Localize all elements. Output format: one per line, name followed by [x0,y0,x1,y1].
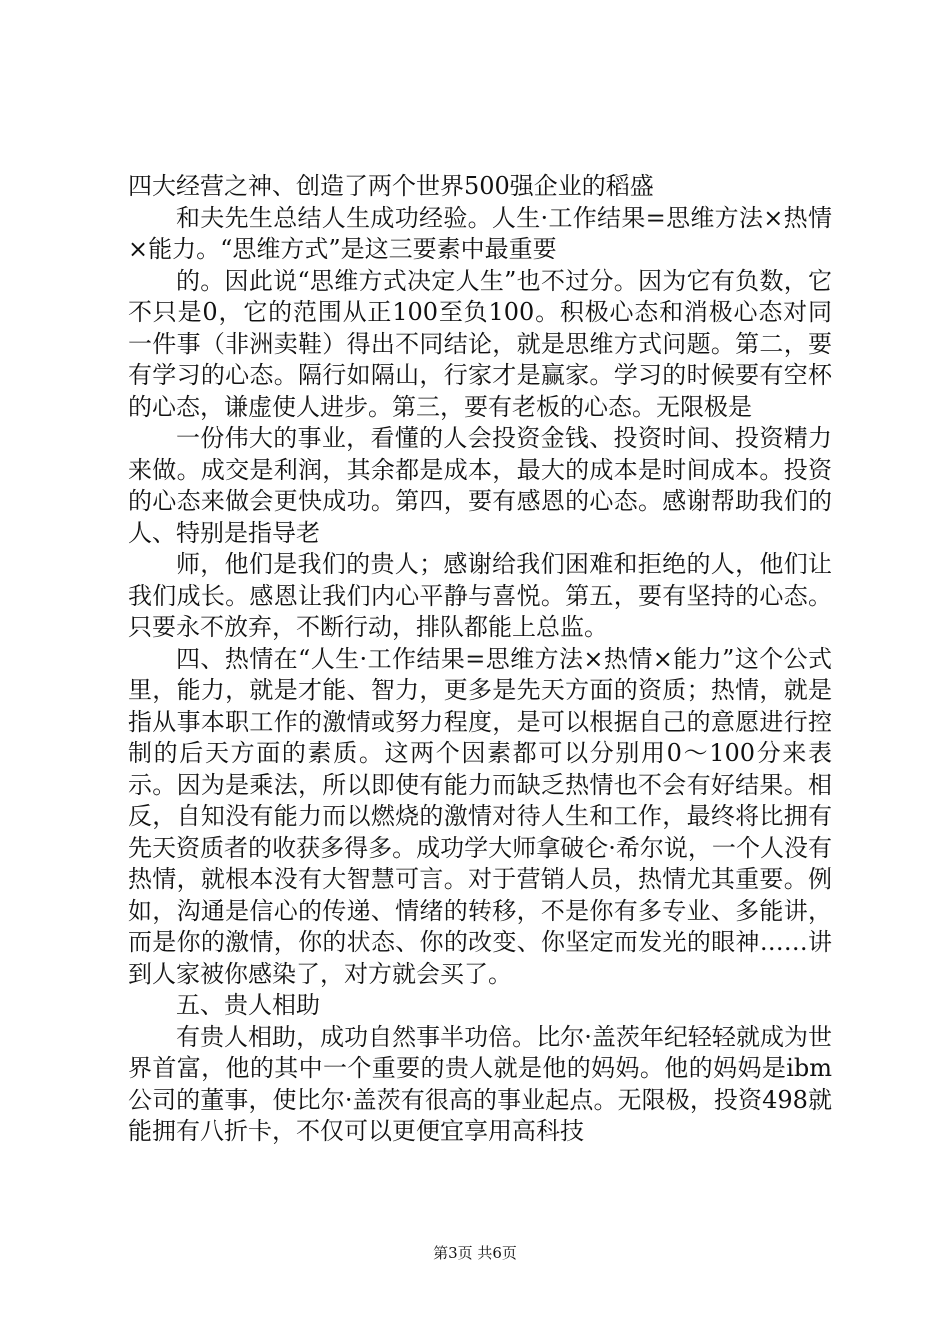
paragraph-7: 有贵人相助，成功自然事半功倍。比尔·盖茨年纪轻轻就成为世界首富，他的其中一个重要的贵人就是他的妈妈。他的妈妈是ibm公司的董事，使比尔·盖茨有很高的事业起点。无限极，投资498就能拥有八折卡，不仅可以更便宜享用高科技 [128,1022,832,1145]
document-body [128,171,832,1148]
section-heading-5: 五、贵人相助 [176,991,320,1019]
paragraph-6: 四、热情在“人生·工作结果=思维方法×热情×能力”这个公式里，能力，就是才能、智力，更多是先天方面的资质；热情，就是指从事本职工作的激情或努力程度，是可以根据自己的意愿进行控制的后天方面的素质。这两个因素都可以分别用0～100分来表示。因为是乘法，所以即使有能力而缺乏热情也不会有好结果。相反，自知没有能力而以燃烧的激情对待人生和工作，最终将比拥有先天资质者的收获多得多。成功学大师拿破仑·希尔说，一个人没有热情，就根本没有大智慧可言。对于营销人员，热情尤其重要。例如，沟通是信心的传递、情绪的转移，不是你有多专业、多能讲，而是你的激情，你的状态、你的改变、你坚定而发光的眼神……讲到人家被你感染了，对方就会买了。 [128,644,832,988]
paragraph-3: 的。因此说“思维方式决定人生”也不过分。因为它有负数，它不只是0，它的范围从正100至负100。积极心态和消极心态对同一件事（非洲卖鞋）得出不同结论，就是思维方式问题。第二，要有学习的心态。隔行如隔山，行家才是赢家。学习的时候要有空杯的心态，谦虚使人进步。第三，要有老板的心态。无限极是 [128,266,832,421]
paragraph-1: 四大经营之神、创造了两个世界500强企业的稻盛 [128,172,654,200]
paragraph-4: 一份伟大的事业，看懂的人会投资金钱、投资时间、投资精力来做。成交是利润，其余都是成本，最大的成本是时间成本。投资的心态来做会更快成功。第四，要有感恩的心态。感谢帮助我们的人、特别是指导老 [128,424,832,547]
page-footer: 第3页 共6页 [433,1244,517,1262]
paragraph-2: 和夫先生总结人生成功经验。人生·工作结果=思维方法×热情×能力。“思维方式”是这三要素中最重要 [128,203,832,263]
paragraph-5: 师，他们是我们的贵人；感谢给我们困难和拒绝的人，他们让我们成长。感恩让我们内心平静与喜悦。第五，要有坚持的心态。只要永不放弃，不断行动，排队都能上总监。 [128,550,832,641]
